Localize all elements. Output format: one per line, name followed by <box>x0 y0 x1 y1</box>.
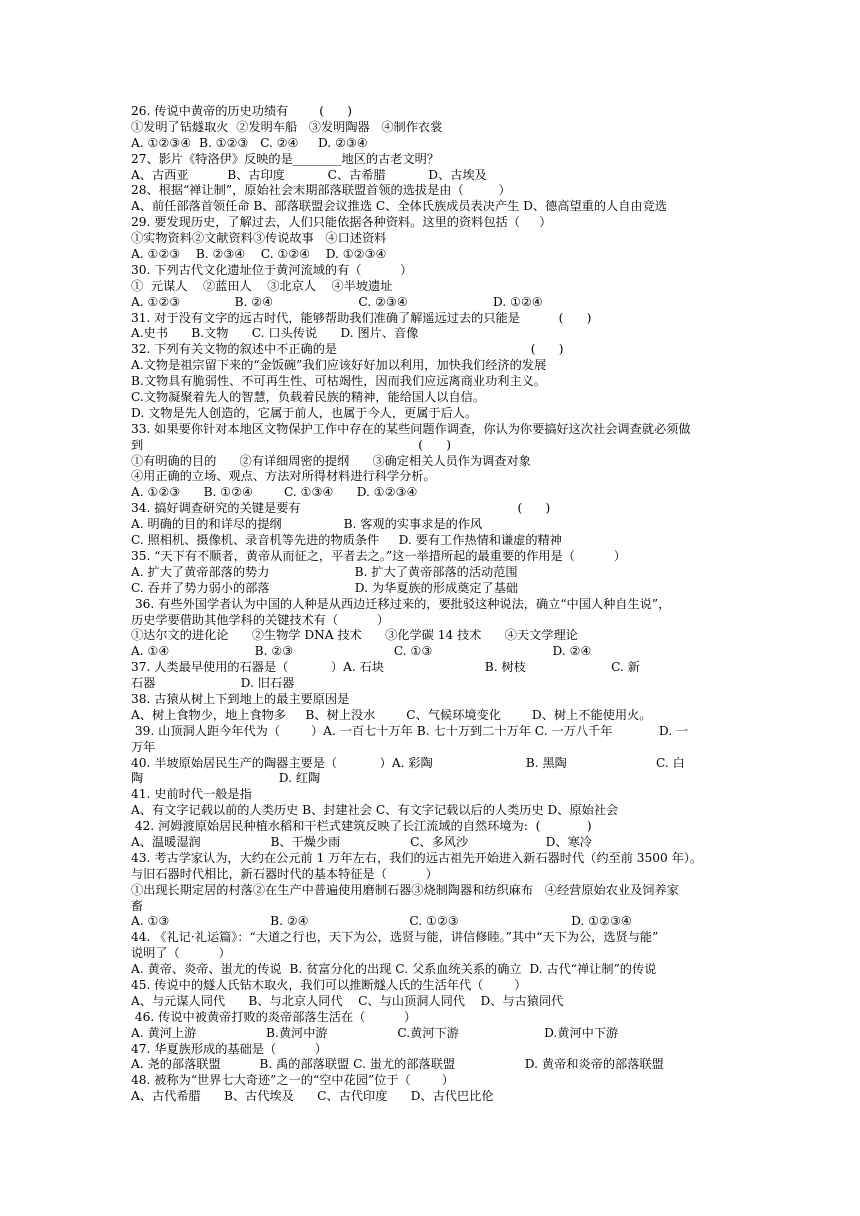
text-line: 石器 D. 旧石器 <box>131 676 295 691</box>
text-line: 说明了（ ） <box>131 946 231 961</box>
text-line: A、树上食物少，地上食物多 B、树上没水 C、气候环境变化 D、树上不能使用火。 <box>131 707 652 722</box>
text-line: A、古西亚 B、古印度 C、古希腊 D、古埃及 <box>131 167 487 182</box>
text-line: A. ①③ B. ②④ C. ①②③ D. ①②③④ <box>131 914 632 929</box>
text-line: 历史学要借助其他学科的关键技术有（ ） <box>131 612 390 627</box>
text-line: 28、根据“禅让制”，原始社会末期部落联盟首领的选拔是由（ ） <box>131 183 511 198</box>
text-line: A.文物是祖宗留下来的“金饭碗”我们应该好好加以利用，加快我们经济的发展 <box>131 358 547 373</box>
text-line: A. 尧的部落联盟 B. 禹的部落联盟 C. 蚩尤的部落联盟 D. 黄帝和炎帝的部落联盟 <box>131 1057 664 1072</box>
text-line: 42. 河姆渡原始居民种植水稻和干栏式建筑反映了长江流域的自然环境为: ( ) <box>131 819 592 834</box>
text-line: C. 照相机、摄像机、录音机等先进的物质条件 D. 要有工作热情和谦虚的精神 <box>131 533 562 548</box>
text-line: A. 黄河上游 B.黄河中游 C.黄河下游 D.黄河中下游 <box>131 1025 619 1040</box>
text-line: ①达尔文的进化论 ②生物学 DNA 技术 ③化学碳 14 技术 ④天文学理论 <box>131 628 578 643</box>
text-line: ①出现长期定居的村落②在生产中普遍使用磨制石器③烧制陶器和纺织麻布 ④经营原始农业及饲养家 <box>131 882 679 897</box>
text-line: 30. 下列古代文化遗址位于黄河流域的有（ ） <box>131 262 413 277</box>
text-line: 36. 有些外国学者认为中国的人种是从西边迁移过来的，要批驳这种说法，确立“中国人种自生说”， <box>131 596 671 611</box>
text-line: 与旧石器时代相比，新石器时代的基本特征是（ ） <box>131 866 438 881</box>
text-line: ① 元谋人 ②蓝田人 ③北京人 ④半坡遗址 <box>131 278 393 293</box>
text-line: C. 吞并了势力弱小的部落 D. 为华夏族的形成奠定了基础 <box>131 580 519 595</box>
text-line: 到 ( ) <box>131 437 451 452</box>
text-line: B.文物具有脆弱性、不可再生性、可枯竭性，因而我们应远离商业功利主义。 <box>131 374 547 389</box>
text-line: A. ①②③ B. ②③④ C. ①②④ D. ①②③④ <box>131 247 387 262</box>
text-line: 37. 人类最早使用的石器是（ ）A. 石块 B. 树枝 C. 新 <box>131 660 640 675</box>
text-line: ①发明了钻燧取火 ②发明车船 ③发明陶器 ④制作衣裳 <box>131 119 443 134</box>
text-line: 畜 <box>131 898 144 913</box>
text-line: A、温暖湿润 B、干燥少雨 C、多风沙 D、寒冷 <box>131 834 592 849</box>
text-line: A、有文字记载以前的人类历史 B、封建社会 C、有文字记载以后的人类历史 D、原始社会 <box>131 803 619 818</box>
text-line: A、古代希腊 B、古代埃及 C、古代印度 D、古代巴比伦 <box>131 1089 494 1104</box>
text-line: 27、影片《特洛伊》反映的是________地区的古老文明？ <box>131 151 440 166</box>
text-line: D. 文物是先人创造的，它属于前人，也属于今人，更属于后人。 <box>131 405 478 420</box>
text-line: 39. 山顶洞人距今年代为（ ）A. 一百七十万年 B. 七十万到二十万年 C. 一万八千年 D. 一 <box>131 723 689 738</box>
text-line: A. ①④ B. ②③ C. ①③ D. ②④ <box>131 644 592 659</box>
text-line: C.文物凝聚着先人的智慧，负载着民族的精神，能给国人以自信。 <box>131 390 486 405</box>
text-line: 35. “天下有不顺者，黄帝从而征之，平者去之。”这一举措所起的最重要的作用是（ ） <box>131 548 626 563</box>
text-line: A. ①②③④ B. ①②③ C. ②④ D. ②③④ <box>131 135 368 150</box>
text-line: 47. 华夏族形成的基础是（ ） <box>131 1041 328 1056</box>
text-line: 万年 <box>131 739 156 754</box>
text-line: 33. 如果要你针对本地区文物保护工作中存在的某些问题作调查，你认为你要搞好这次社会调查就必须做 <box>131 421 691 436</box>
text-line: 陶 D. 红陶 <box>131 771 321 786</box>
text-line: A. 黄帝、炎帝、蚩尤的传说 B. 贫富分化的出现 C. 父系血统关系的确立 D. 古代“禅让制”的传说 <box>131 962 657 977</box>
text-line: A、与元谋人同代 B、与北京人同代 C、与山顶洞人同代 D、与古猿同代 <box>131 993 564 1008</box>
text-line: 31. 对于没有文字的远古时代，能够帮助我们准确了解遥远过去的只能是 ( ) <box>131 310 592 325</box>
text-line: 46. 传说中被黄帝打败的炎帝部落生活在（ ） <box>131 1009 417 1024</box>
text-line: 48. 被称为“世界七大奇迹”之一的“空中花园”位于（ ） <box>131 1073 454 1088</box>
text-line: 26. 传说中黄帝的历史功绩有 ( ) <box>131 104 353 118</box>
text-line: A.史书 B.文物 C. 口头传说 D. 图片、音像 <box>131 326 419 341</box>
text-line: A. 明确的目的和详尽的提纲 B. 客观的实事求是的作风 <box>131 517 483 532</box>
text-line: 38. 古猿从树上下到地上的最主要原因是 <box>131 691 350 706</box>
text-line: 29. 要发现历史，了解过去，人们只能依据各种资料。这里的资料包括（ ） <box>131 215 552 230</box>
text-line: A. 扩大了黄帝部落的势力 B. 扩大了黄帝部落的活动范围 <box>131 564 518 579</box>
text-line: 34. 搞好调查研究的关键是要有 ( ) <box>131 501 551 516</box>
text-line: A. ①②③ B. ①②④ C. ①③④ D. ①②③④ <box>131 485 418 500</box>
text-line: 43. 考古学家认为，大约在公元前 1 万年左右，我们的远古祖先开始进入新石器时代（约至前 3500 年）。 <box>131 850 703 865</box>
text-line: ①实物资料②文献资料③传说故事 ④口述资料 <box>131 231 387 246</box>
text-line: ④用正确的立场、观点、方法对所得材料进行科学分析。 <box>131 469 436 484</box>
text-line: 40. 半坡原始居民生产的陶器主要是（ ）A. 彩陶 B. 黑陶 C. 白 <box>131 755 685 770</box>
question-list <box>131 104 731 1105</box>
text-line: 45. 传说中的燧人氏钻木取火，我们可以推断燧人氏的生活年代（ ） <box>131 977 527 992</box>
text-line: A. ①②③ B. ②④ C. ②③④ D. ①②④ <box>131 294 543 309</box>
text-line: A、前任部落首领任命 B、部落联盟会议推选 C、全体氏族成员表决产生 D、德高望重的人自由竞选 <box>131 199 667 214</box>
text-line: ①有明确的目的 ②有详细周密的提纲 ③确定相关人员作为调查对象 <box>131 453 531 468</box>
text-line: 32. 下列有关文物的叙述中不正确的是 ( ) <box>131 342 564 357</box>
text-line: 41. 史前时代一般是指 <box>131 787 252 802</box>
text-line: 44. 《礼记·礼运篇》：“大道之行也，天下为公，选贤与能，讲信修睦。”其中“天下为公，选贤与能” <box>131 930 659 945</box>
